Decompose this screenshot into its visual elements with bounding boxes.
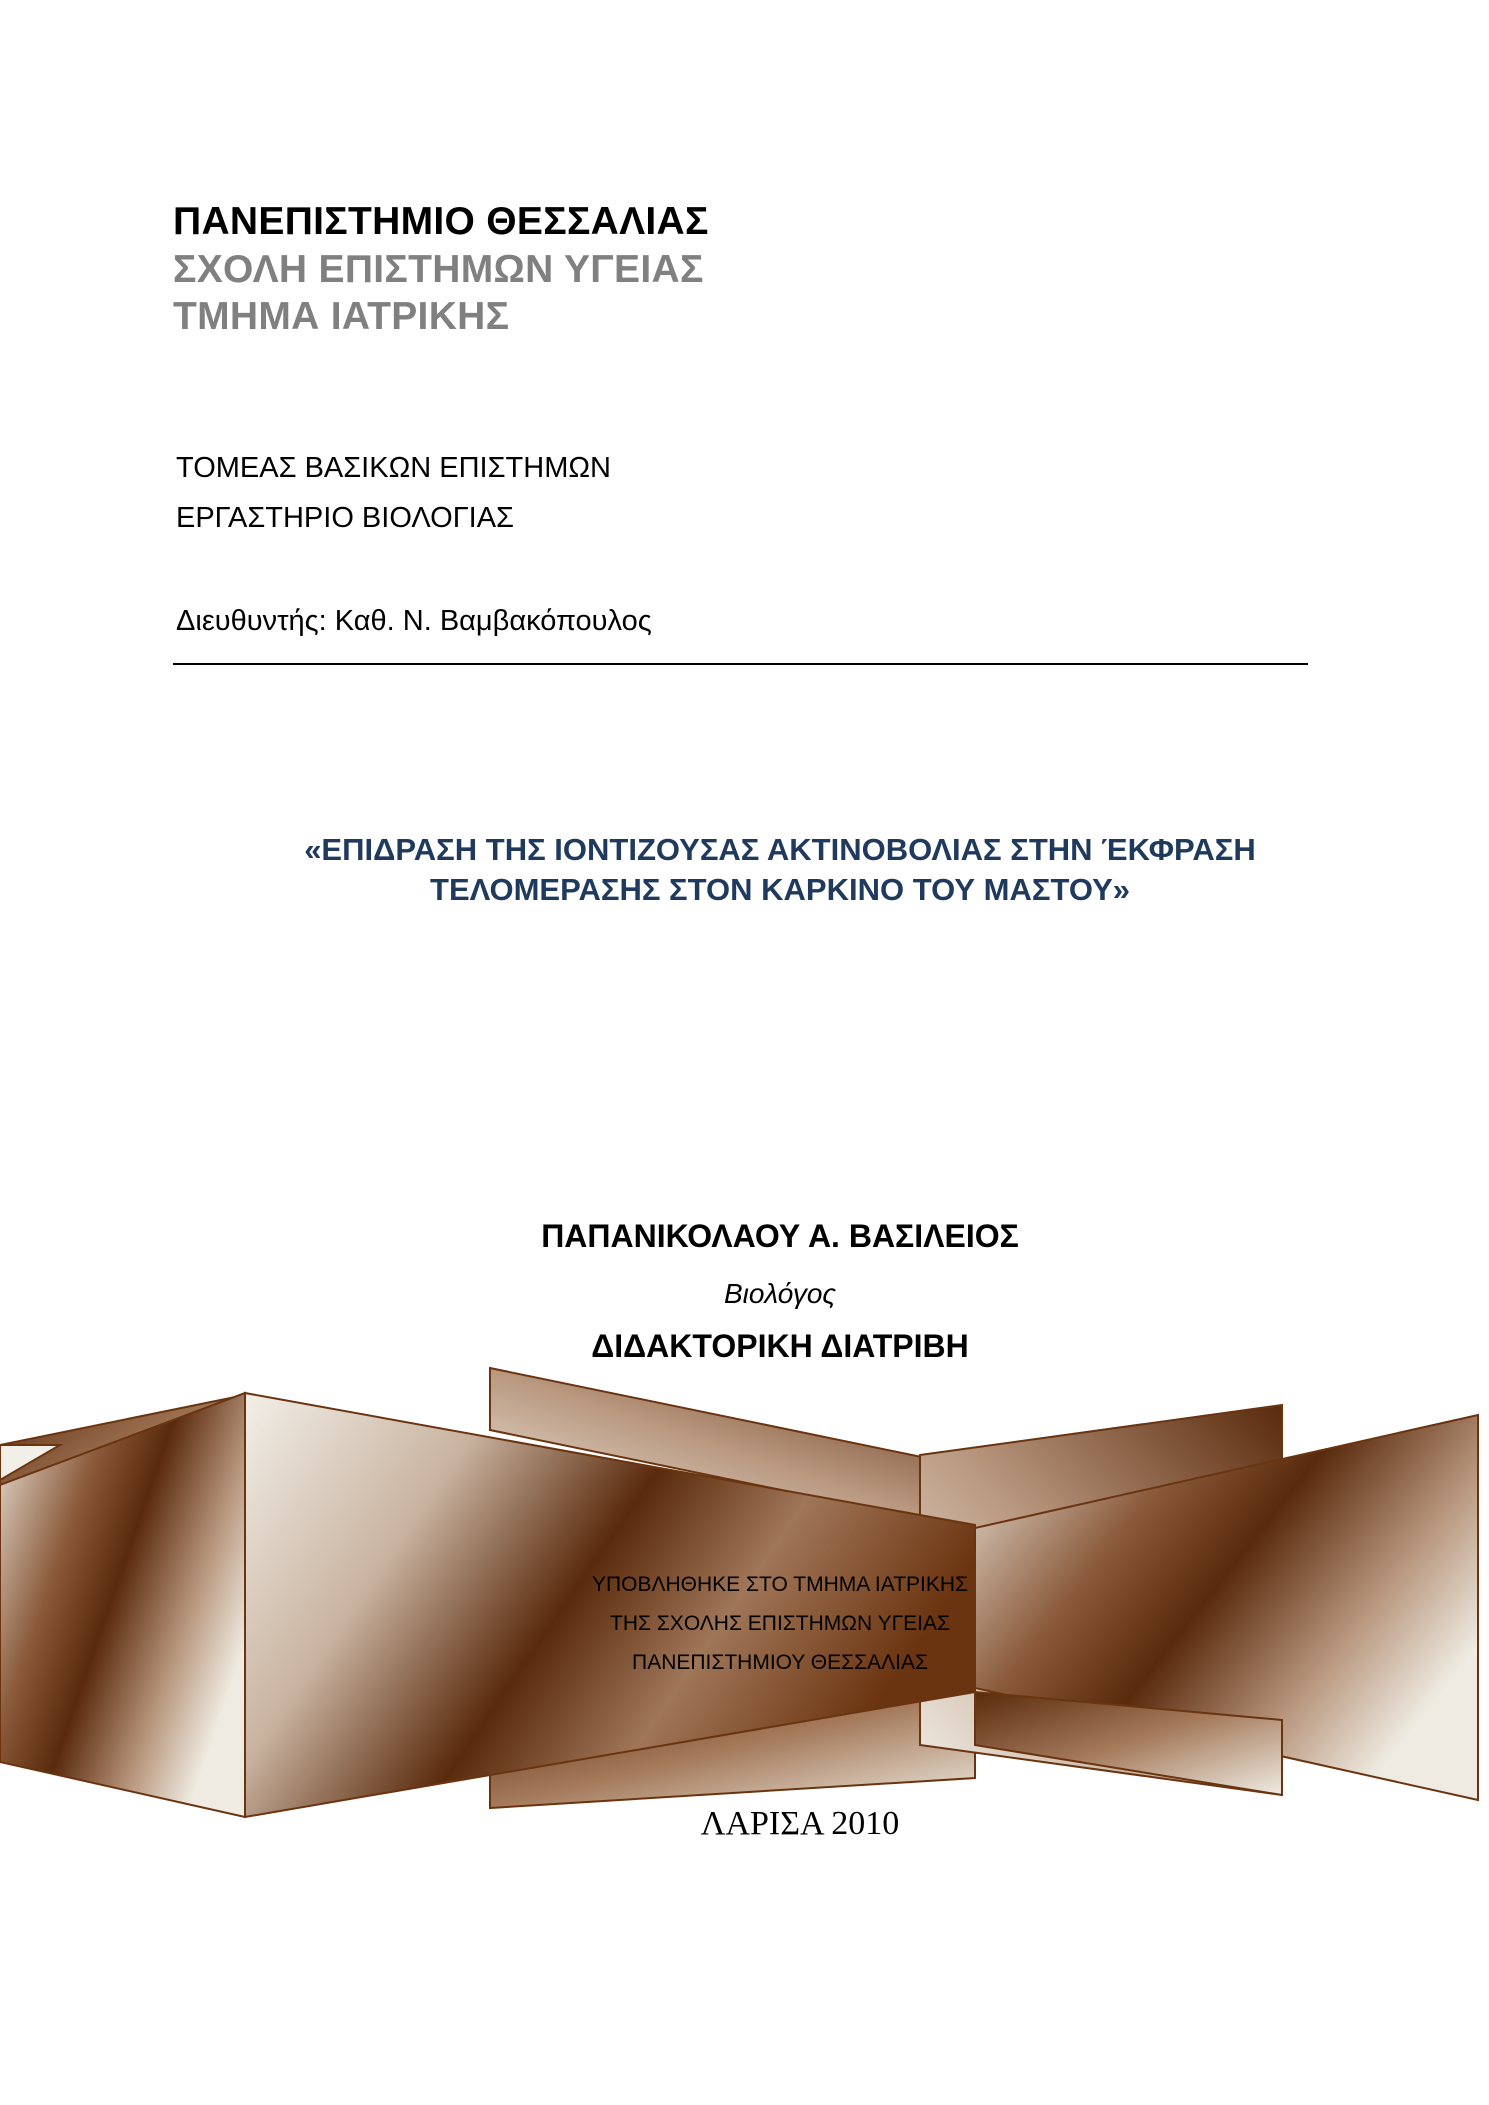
thesis-title-line-2: ΤΕΛΟΜΕΡΑΣΗΣ ΣΤΟΝ ΚΑΡΚΙΝΟ ΤΟΥ ΜΑΣΤΟΥ» (430, 872, 1130, 907)
submission-statement (480, 1565, 1080, 1682)
sector-name: ΤΟΜΕΑΣ ΒΑΣΙΚΩΝ ΕΠΙΣΤΗΜΩΝ (176, 452, 611, 484)
laboratory-name: ΕΡΓΑΣΤΗΡΙΟ ΒΙΟΛΟΓΙΑΣ (176, 502, 514, 534)
place-and-year: ΛΑΡΙΣΑ 2010 (700, 1805, 900, 1842)
author-role: Βιολόγος (723, 1278, 837, 1309)
school-name: ΣΧΟΛΗ ΕΠΙΣΤΗΜΩΝ ΥΓΕΙΑΣ (173, 248, 704, 291)
submission-line-2: ΤΗΣ ΣΧΟΛΗΣ ΕΠΙΣΤΗΜΩΝ ΥΓΕΙΑΣ (610, 1612, 950, 1635)
thesis-title-line-1: «ΕΠΙΔΡΑΣΗ ΤΗΣ ΙΟΝΤΙΖΟΥΣΑΣ ΑΚΤΙΝΟΒΟΛΙΑΣ ΣΤΗΝ ΈΚΦΡΑΣΗ (304, 832, 1256, 867)
horizontal-divider (173, 663, 1308, 665)
university-name: ΠΑΝΕΠΙΣΤΗΜΙΟ ΘΕΣΣΑΛΙΑΣ (173, 200, 709, 243)
submission-line-3: ΠΑΝΕΠΙΣΤΗΜΙΟΥ ΘΕΣΣΑΛΙΑΣ (632, 1651, 928, 1674)
document-type: ΔΙΔΑΚΤΟΡΙΚΗ ΔΙΑΤΡΙΒΗ (591, 1328, 969, 1364)
director-line: Διευθυντής: Καθ. Ν. Βαμβακόπουλος (176, 605, 652, 637)
thesis-title (173, 830, 1387, 910)
department-name: ΤΜΗΜΑ ΙΑΤΡΙΚΗΣ (173, 295, 510, 338)
author-name: ΠΑΠΑΝΙΚΟΛΑΟΥ Α. ΒΑΣΙΛΕΙΟΣ (541, 1218, 1019, 1254)
submission-line-1: ΥΠΟΒΛΗΘΗΚΕ ΣΤΟ ΤΜΗΜΑ ΙΑΤΡΙΚΗΣ (591, 1573, 969, 1596)
